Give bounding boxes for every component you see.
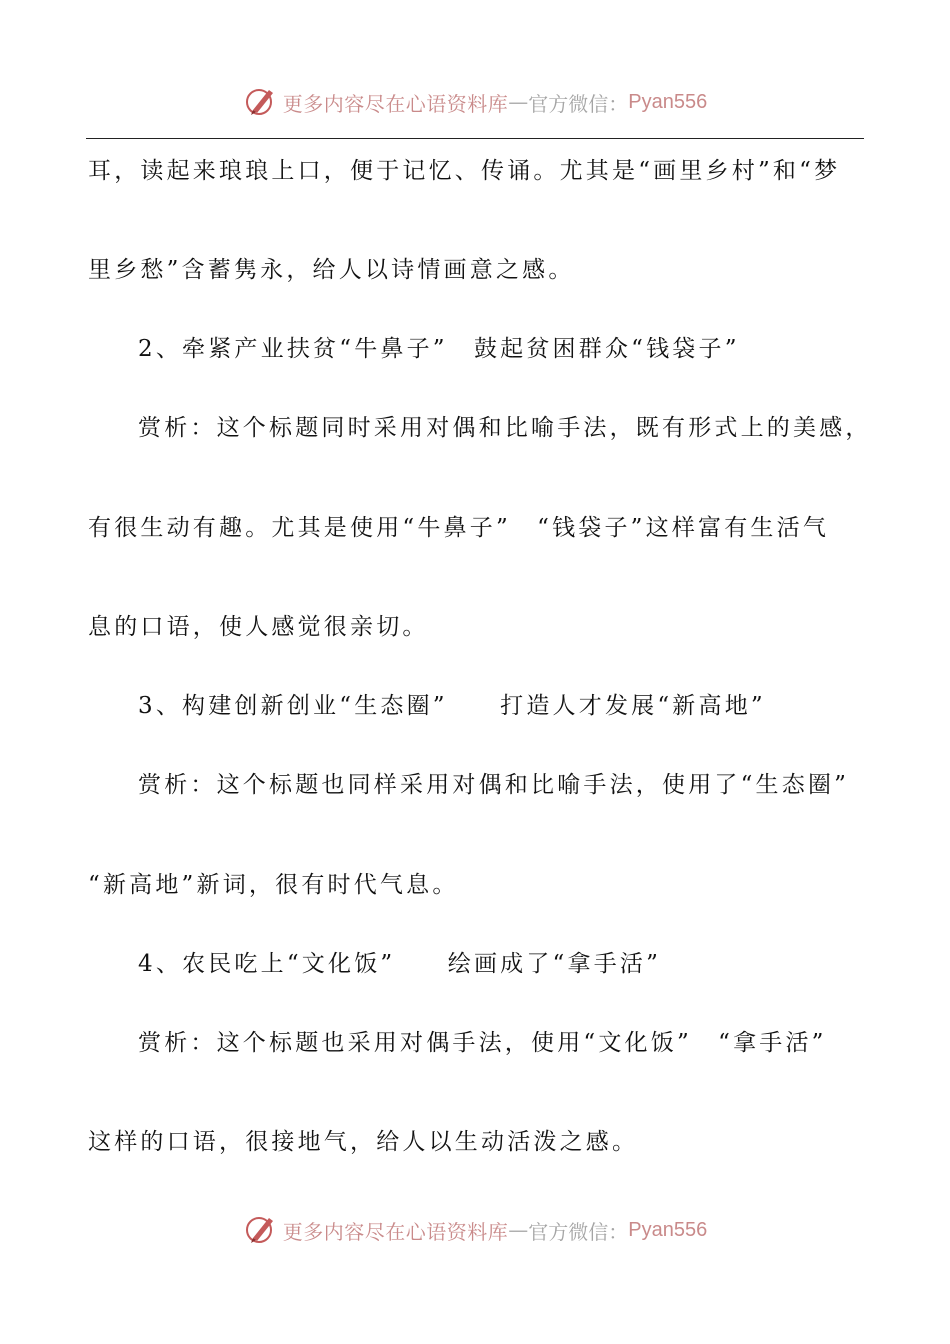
header-wechat-id: Pyan556 xyxy=(628,90,708,113)
header-dash: — xyxy=(508,90,529,114)
section-heading-2: 2、牵紧产业扶贫“牛鼻子” 鼓起贫困群众“钱袋子” xyxy=(138,336,740,362)
footer-brand-text: 更多内容尽在心语资料库 xyxy=(282,1219,509,1244)
analysis-line: 赏析：这个标题也同样采用对偶和比喻手法，使用了“生态圈” xyxy=(138,772,850,798)
body-line: “新高地”新词，很有时代气息。 xyxy=(88,872,459,898)
page-header xyxy=(0,82,950,122)
body-line: 这样的口语，很接地气，给人以生动活泼之感。 xyxy=(88,1129,639,1155)
header-brand-text: 更多内容尽在心语资料库 xyxy=(282,91,509,116)
page-footer xyxy=(0,1210,950,1250)
footer-dash: — xyxy=(508,1218,529,1242)
body-line: 有很生动有趣。尤其是使用“牛鼻子” “钱袋子”这样富有生活气 xyxy=(88,515,830,541)
body-line: 耳，读起来琅琅上口，便于记忆、传诵。尤其是“画里乡村”和“梦 xyxy=(88,158,841,184)
section-heading-4: 4、农民吃上“文化饭” 绘画成了“拿手活” xyxy=(138,951,662,977)
footer-wechat-id: Pyan556 xyxy=(628,1218,708,1241)
body-line: 息的口语，使人感觉很亲切。 xyxy=(88,614,429,640)
pen-logo-icon xyxy=(243,84,279,120)
body-line: 里乡愁”含蓄隽永，给人以诗情画意之感。 xyxy=(88,257,575,283)
footer-wechat-label: 官方微信： xyxy=(528,1219,629,1244)
analysis-line: 赏析：这个标题也采用对偶手法，使用“文化饭” “拿手活” xyxy=(138,1030,827,1056)
header-wechat-label: 官方微信： xyxy=(528,91,629,116)
section-heading-3: 3、构建创新创业“生态圈” 打造人才发展“新高地” xyxy=(138,693,766,719)
analysis-line: 赏析：这个标题同时采用对偶和比喻手法，既有形式上的美感， xyxy=(138,415,872,441)
pen-logo-icon xyxy=(243,1212,279,1248)
header-divider xyxy=(86,138,864,139)
